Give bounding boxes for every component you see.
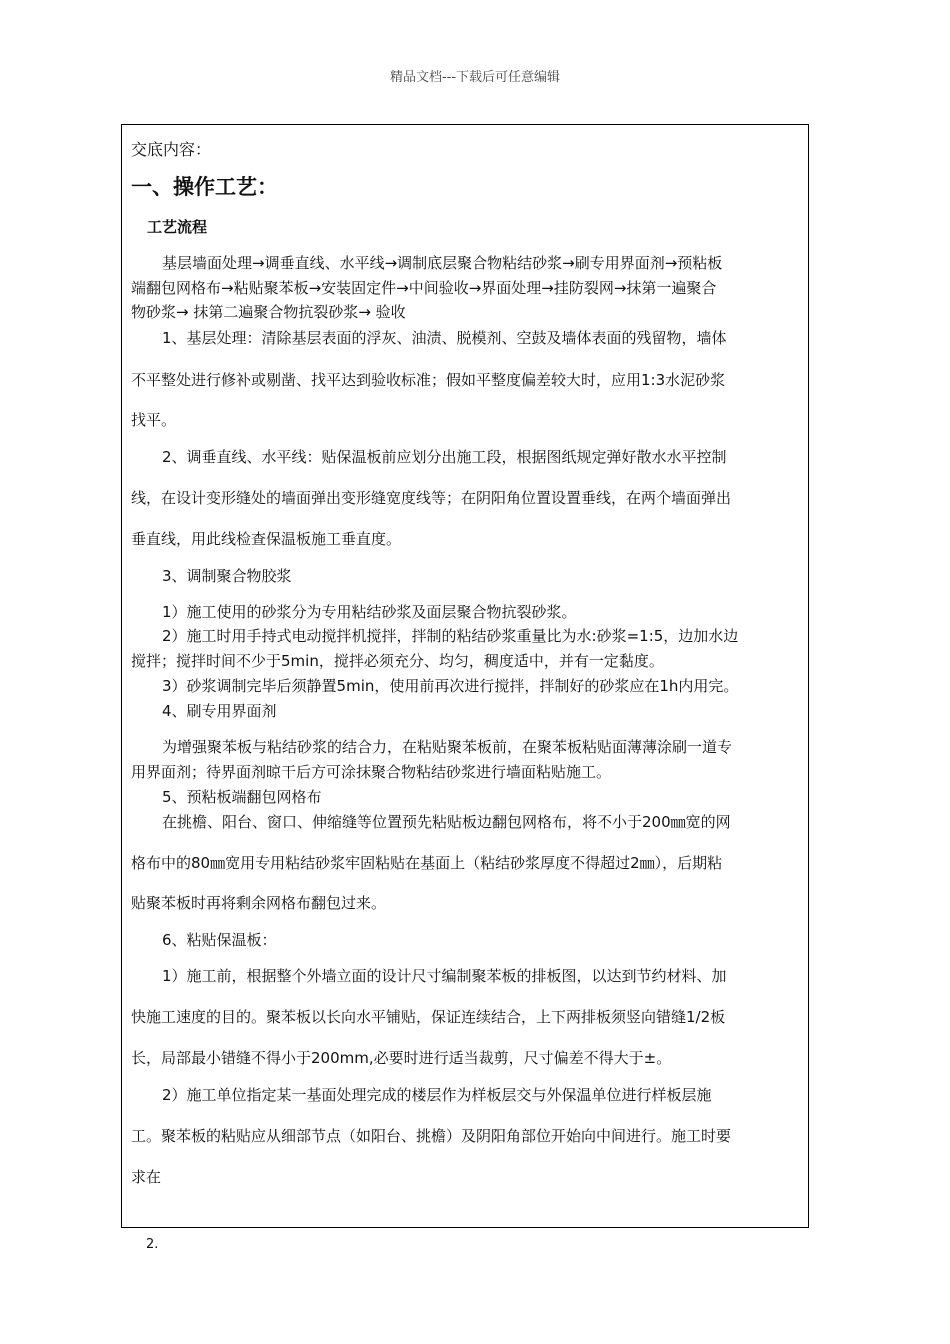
- text-line: 快施工速度的目的。聚苯板以长向水平铺贴，保证连续结合，上下两排板须竖向错缝1/2板: [131, 1008, 726, 1026]
- text-line: 格布中的80㎜宽用专用粘结砂浆牢固粘贴在基面上（粘结砂浆厚度不得超过2㎜），后期粘: [131, 854, 723, 872]
- text-line: 5、预粘板端翻包网格布: [162, 788, 322, 806]
- text-line: 在挑檐、阳台、窗口、伸缩缝等位置预先粘贴板边翻包网格布，将不小于200㎜宽的网: [162, 813, 731, 831]
- text-line: 2、调垂直线、水平线：贴保温板前应划分出施工段，根据图纸规定弹好散水水平控制: [162, 448, 727, 466]
- text-line: 长，局部最小错缝不得小于200mm,必要时进行适当裁剪，尺寸偏差不得大于±。: [131, 1049, 672, 1067]
- subsection-heading: 工艺流程: [147, 218, 208, 236]
- text-line: 用界面剂；待界面剂晾干后方可涂抹聚合物粘结砂浆进行墙面粘贴施工。: [131, 763, 612, 781]
- text-line: 3）砂浆调制完毕后须静置5min，使用前再次进行搅拌，拌制好的砂浆应在1h内用完。: [162, 677, 739, 695]
- text-line: 工。聚苯板的粘贴应从细部节点（如阳台、挑檐）及阴阳角部位开始向中间进行。施工时要: [131, 1127, 732, 1145]
- text-line: 1）施工前，根据整个外墙立面的设计尺寸编制聚苯板的排板图，以达到节约材料、加: [162, 967, 727, 985]
- text-line: 1）施工使用的砂浆分为专用粘结砂浆及面层聚合物抗裂砂浆。: [162, 603, 577, 621]
- text-line: 线，在设计变形缝处的墙面弹出变形缝宽度线等；在阴阳角位置设置垂线，在两个墙面弹出: [131, 489, 732, 507]
- content-label: 交底内容：: [131, 140, 212, 159]
- page-number: 2.: [146, 1237, 159, 1252]
- text-line: 1、基层处理：清除基层表面的浮灰、油渍、脱模剂、空鼓及墙体表面的残留物，墙体: [162, 329, 727, 347]
- page-header: 精品文档---下载后可任意编辑: [389, 70, 561, 85]
- text-line: 搅拌；搅拌时间不少于5min，搅拌必须充分、均匀，稠度适中，并有一定黏度。: [131, 652, 664, 670]
- text-line: 6、粘贴保温板：: [162, 931, 277, 949]
- text-line: 为增强聚苯板与粘结砂浆的结合力，在粘贴聚苯板前，在聚苯板粘贴面薄薄涂刷一道专: [162, 738, 733, 756]
- text-line: 4、刷专用界面剂: [162, 702, 277, 720]
- text-line: 找平。: [131, 411, 177, 429]
- text-line: 基层墙面处理→调垂直线、水平线→调制底层聚合物粘结砂浆→刷专用界面剂→预粘板: [162, 254, 723, 272]
- text-line: 垂直线，用此线检查保温板施工垂直度。: [131, 530, 402, 548]
- text-line: 端翻包网格布→粘贴聚苯板→安装固定件→中间验收→界面处理→挂防裂网→抹第一遍聚合: [131, 279, 717, 297]
- text-line: 求在: [131, 1168, 162, 1186]
- text-line: 不平整处进行修补或剔凿、找平达到验收标准；假如平整度偏差较大时，应用1:3水泥砂浆: [131, 371, 726, 389]
- text-line: 3、调制聚合物胶浆: [162, 567, 292, 585]
- text-line: 2）施工单位指定某一基面处理完成的楼层作为样板层交与外保温单位进行样板层施: [162, 1086, 712, 1104]
- text-line: 2）施工时用手持式电动搅拌机搅拌，拌制的粘结砂浆重量比为水:砂浆=1:5，边加水边: [162, 627, 739, 645]
- text-line: 贴聚苯板时再将剩余网格布翻包过来。: [131, 894, 387, 912]
- text-line: 物砂浆→ 抹第二遍聚合物抗裂砂浆→ 验收: [131, 303, 406, 321]
- section-heading: 一、操作工艺：: [131, 175, 278, 199]
